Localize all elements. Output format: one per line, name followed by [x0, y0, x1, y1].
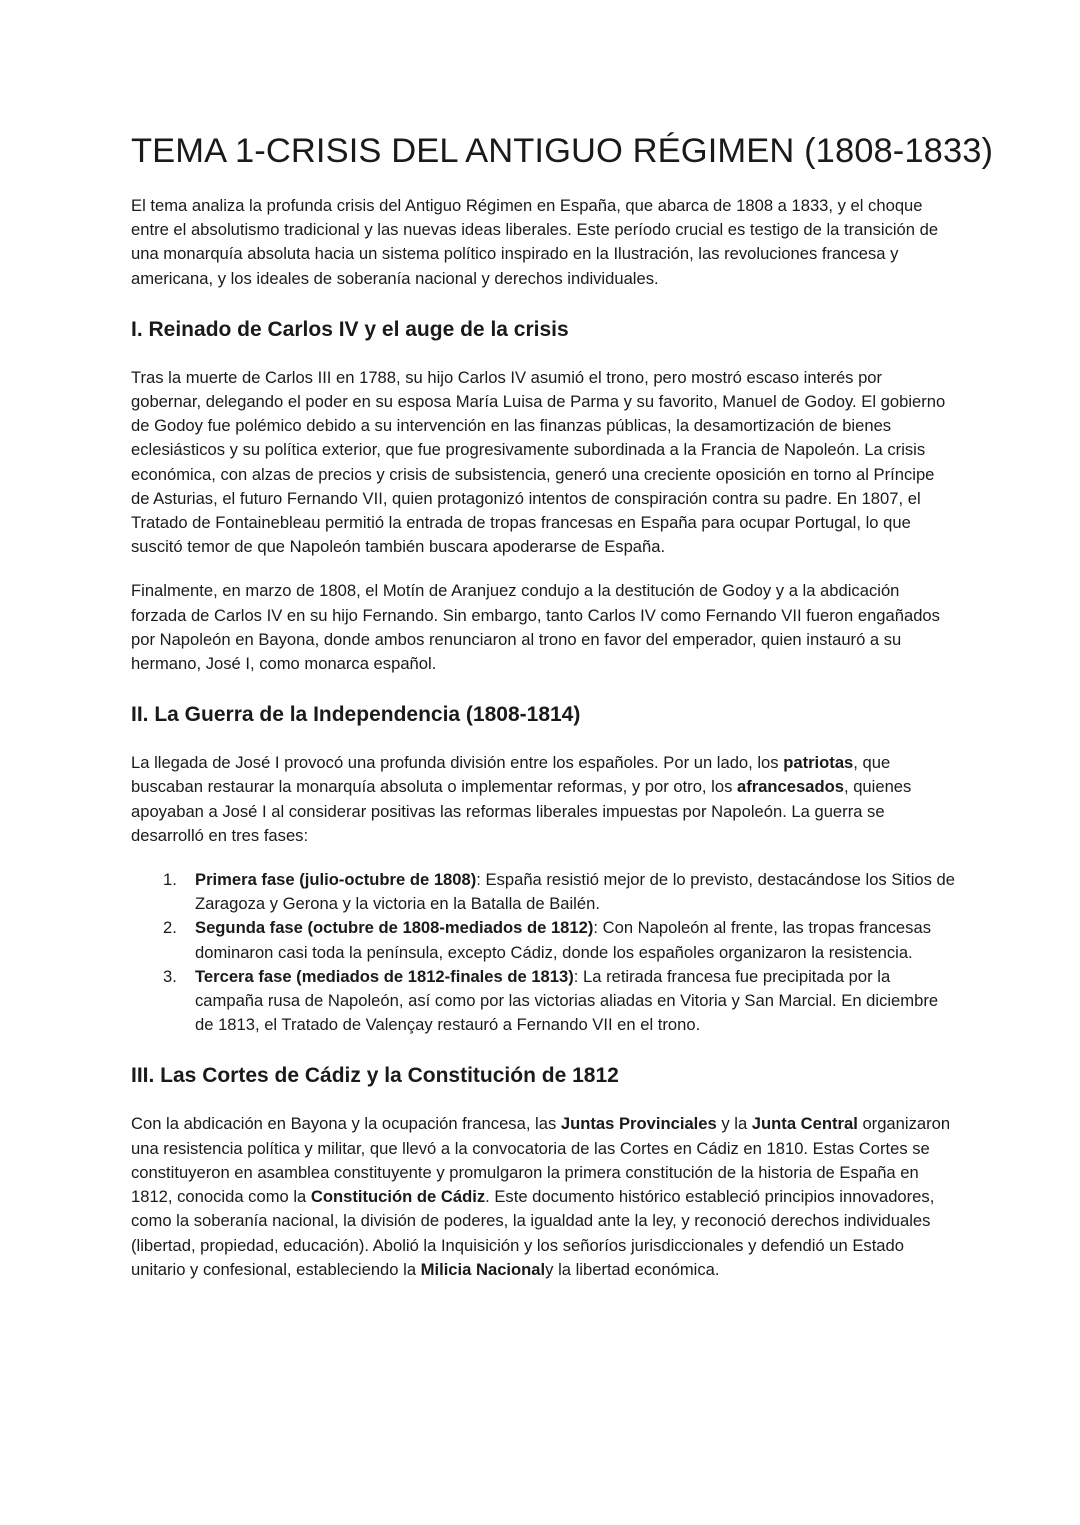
- text-run: : Con Napoleón al frente, las tropas francesas dominaron casi toda la península, excepto Cádiz, donde los españoles organizaron la resistencia.: [195, 918, 931, 962]
- text-run: : La retirada francesa fue precipitada por la campaña rusa de Napoleón, así como por las victorias aliadas en Vitoria y San Marcial. En diciembre de 1813, el Tratado de Valençay restauró a Fernando VII en el trono.: [195, 966, 939, 1035]
- text-run: , que buscaban restaurar la monarquía absoluta o implementar reformas, y por otro, los: [131, 753, 891, 797]
- phases-list: [131, 868, 961, 1037]
- list-number: 1.: [163, 870, 177, 890]
- list-item-text: [195, 967, 938, 1034]
- section-heading-3: III. Las Cortes de Cádiz y la Constitución de 1812: [131, 1064, 619, 1088]
- list-item-text: [195, 918, 931, 961]
- text-run: y la: [716, 1114, 752, 1134]
- bold-text: patriotas: [783, 753, 854, 773]
- text-run: La llegada de José I provocó una profunda división entre los españoles. Por un lado, los: [131, 753, 784, 773]
- list-item: [131, 868, 961, 916]
- bold-text: Segunda fase (octubre de 1808-mediados de 1812): [195, 918, 594, 938]
- text-run: Tras la muerte de Carlos III en 1788, su hijo Carlos IV asumió el trono, pero mostró escaso interés por gobernar, delegando el poder en su esposa María Luisa de Parma y su favorito, Manuel de Godoy. El gobierno de Godoy fue polémico debido a su intervención en las finanzas públicas, la desamortización de bienes eclesiásticos y su política exterior, que fue progresivamente subordinada a la Francia de Napoleón. La crisis económica, con alzas de precios y crisis de subsistencia, generó una creciente oposición en torno al Príncipe de Asturias, el futuro Fernando VII, quien protagonizó intentos de conspiración contra su padre. En 1807, el Tratado de Fontainebleau permitió la entrada de tropas francesas en España para ocupar Portugal, lo que suscitó temor de que Napoleón también buscara apoderarse de España.: [131, 367, 946, 557]
- bold-text: Constitución de Cádiz: [310, 1187, 486, 1207]
- bold-text: Junta Central: [751, 1114, 858, 1134]
- section-2-paragraph-1: [131, 751, 953, 848]
- bold-text: afrancesados: [736, 777, 844, 797]
- document-title: TEMA 1-CRISIS DEL ANTIGUO RÉGIMEN (1808-1833): [131, 132, 994, 170]
- list-item-text: [195, 870, 955, 913]
- section-heading-1: I. Reinado de Carlos IV y el auge de la crisis: [131, 317, 569, 341]
- intro-paragraph: [131, 194, 953, 291]
- text-run: El tema analiza la profunda crisis del Antiguo Régimen en España, que abarca de 1808 a 1833, y el choque entre el absolutismo tradicional y las nuevas ideas liberales. Este período crucial es testigo de la transición de una monarquía absoluta hacia un sistema político inspirado en la Ilustración, las revoluciones francesa y americana, y los ideales de soberanía nacional y derechos individuales.: [131, 196, 939, 288]
- bold-text: Primera fase (julio-octubre de 1808): [195, 870, 477, 890]
- text-run: . Este documento histórico estableció principios innovadores, como la soberanía nacional, la división de poderes, la igualdad ante la ley, y reconoció derechos individuales (libertad, propiedad, educación). Abolió la Inquisición y los señoríos jurisdiccionales y defendió un Estado unitario y confesional, estableciendo la: [131, 1187, 935, 1279]
- section-3-paragraph-1: [131, 1112, 953, 1281]
- bold-text: Juntas Provinciales: [560, 1114, 717, 1134]
- section-1-paragraph-1: [131, 366, 953, 560]
- section-heading-2: II. La Guerra de la Independencia (1808-1814): [131, 703, 581, 727]
- list-number: 3.: [163, 966, 177, 986]
- list-number: 2.: [163, 918, 177, 938]
- text-run: Finalmente, en marzo de 1808, el Motín de Aranjuez condujo a la destitución de Godoy y a la abdicación forzada de Carlos IV en su hijo Fernando. Sin embargo, tanto Carlos IV como Fernando VII fueron engañados por Napoleón en Bayona, donde ambos renunciaron al trono en favor del emperador, quien instauró a su hermano, José I, como monarca español.: [131, 581, 940, 674]
- section-1-paragraph-2: [131, 579, 953, 676]
- bold-text: Tercera fase (mediados de 1812-finales de 1813): [195, 966, 574, 986]
- bold-text: Milicia Nacional: [420, 1259, 546, 1279]
- text-run: organizaron una resistencia política y militar, que llevó a la convocatoria de las Cortes en Cádiz en 1810. Estas Cortes se constituyeron en asamblea constituyente y promulgaron la primera constitución de la historia de España en 1812, conocida como la: [131, 1114, 951, 1207]
- text-run: : España resistió mejor de lo previsto, destacándose los Sitios de Zaragoza y Gerona y la victoria en la Batalla de Bailén.: [195, 870, 955, 914]
- list-item: [131, 965, 961, 1038]
- text-run: Con la abdicación en Bayona y la ocupación francesa, las: [131, 1114, 561, 1134]
- text-run: , quienes apoyaban a José I al considerar positivas las reformas liberales impuestas por Napoleón. La guerra se desarrolló en tres fases:: [131, 777, 912, 845]
- text-run: y la libertad económica.: [545, 1259, 720, 1279]
- list-item: [131, 916, 961, 964]
